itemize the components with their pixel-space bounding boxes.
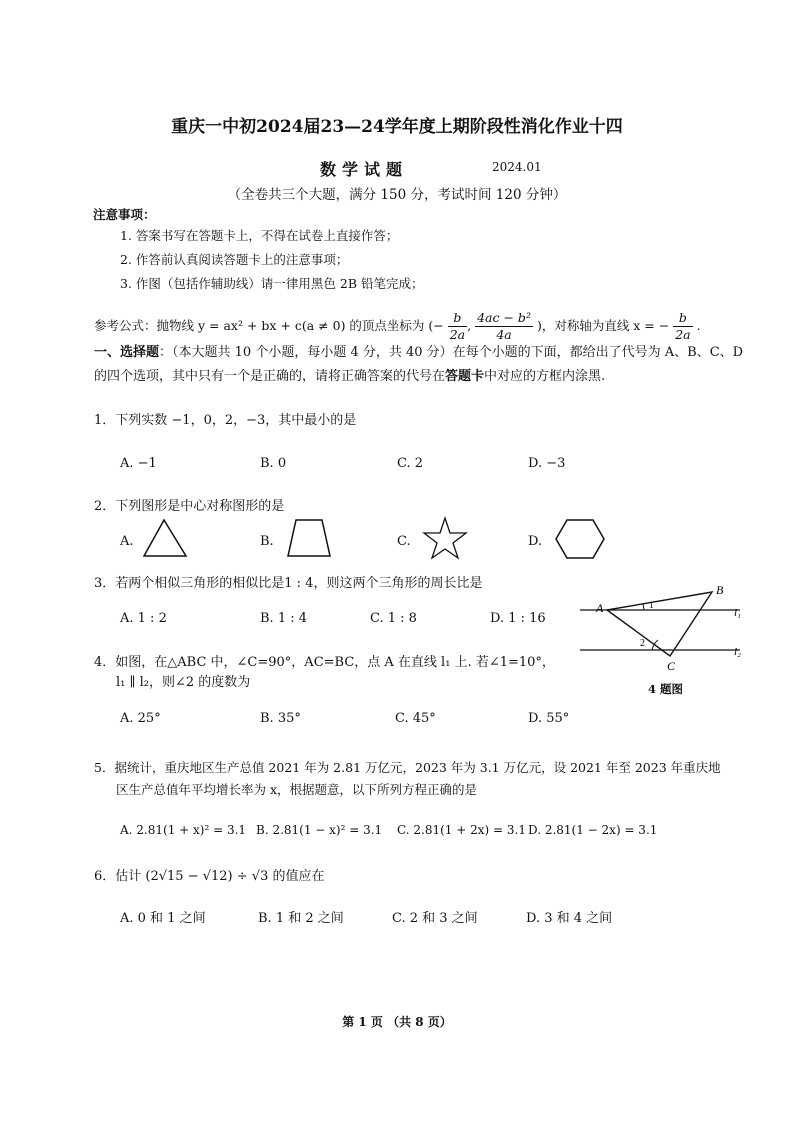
exam-date: 2024.01	[492, 160, 542, 174]
question-4-figure	[572, 582, 752, 692]
question-1-option-c: C. 2	[397, 456, 424, 471]
question-2-option-c: C.	[397, 534, 411, 549]
question-6-stem: 6．估计 (2√15 − √12) ÷ √3 的值应在	[94, 869, 325, 884]
question-5-option-c: C. 2.81(1 + 2x) = 3.1	[397, 823, 526, 837]
question-1-option-b: B. 0	[260, 456, 287, 471]
answer-card-word: 答题卡	[445, 369, 485, 384]
question-6-option-d: D. 3 和 4 之间	[526, 911, 613, 926]
figure-label-a: A	[596, 601, 604, 615]
formula-suffix: .	[696, 318, 701, 333]
question-2-option-b: B.	[260, 534, 274, 549]
question-5-option-a: A. 2.81(1 + x)² = 3.1	[120, 823, 247, 837]
question-5-option-b: B. 2.81(1 − x)² = 3.1	[256, 823, 383, 837]
notice-item-1: 1. 答案书写在答题卡上，不得在试卷上直接作答；	[120, 228, 399, 243]
fraction-b-over-2a	[448, 310, 467, 343]
figure-caption: 4 题图	[648, 682, 684, 696]
fraction-axis	[673, 310, 692, 343]
question-5-option-d: D. 2.81(1 − 2x) = 3.1	[528, 823, 658, 837]
figure-line-l2: l₂	[734, 646, 741, 658]
notice-item-3: 3. 作图（包括作辅助线）请一律用黑色 2B 铅笔完成；	[120, 276, 424, 291]
question-5-stem: 5．据统计，重庆地区生产总值 2021 年为 2.81 万亿元，2023 年为 3.1 万亿元，设 2021 年至 2023 年重庆地	[94, 760, 721, 775]
question-4-option-b: B. 35°	[260, 711, 301, 726]
question-1-option-a: A. −1	[120, 456, 157, 471]
question-4-option-c: C. 45°	[395, 711, 436, 726]
hexagon-shape	[554, 518, 606, 562]
question-3-option-c: C. 1 : 8	[370, 611, 417, 626]
fraction-vertex-y	[475, 310, 533, 343]
question-3-option-b: B. 1 : 4	[260, 611, 308, 626]
triangle-shape	[142, 518, 188, 558]
section-text-2: 中对应的方框内涂黑.	[484, 369, 606, 384]
exam-title: 重庆一中初2024届23—24学年度上期阶段性消化作业十四	[171, 117, 623, 137]
frac-num: 4ac − b²	[477, 310, 531, 325]
frac-den: 2a	[675, 327, 691, 342]
notice-item-2: 2. 作答前认真阅读答题卡上的注意事项；	[120, 252, 349, 267]
trapezoid-shape	[286, 518, 332, 558]
question-2-option-d: D.	[528, 534, 543, 549]
question-1-option-d: D. −3	[528, 456, 566, 471]
frac-den: 4a	[496, 327, 512, 342]
exam-info: （全卷共三个大题，满分 150 分，考试时间 120 分钟）	[227, 187, 567, 203]
question-4-stem: 4．如图，在△ABC 中，∠C=90°，AC=BC，点 A 在直线 l₁ 上. 若∠1=10°，	[94, 655, 555, 670]
page-number: 第 1 页 （共 8 页）	[342, 1015, 452, 1029]
figure-label-c: C	[667, 659, 676, 673]
frac-num: b	[673, 310, 692, 327]
question-6-option-b: B. 1 和 2 之间	[258, 911, 344, 926]
question-6-option-a: A. 0 和 1 之间	[120, 911, 206, 926]
frac-den: 2a	[449, 327, 466, 342]
figure-label-b: B	[716, 583, 724, 597]
formula-comma: ,	[467, 318, 472, 333]
section-label: 一、选择题	[94, 345, 160, 360]
figure-angle-1: 1	[649, 600, 654, 610]
question-1-stem: 1．下列实数 −1，0，2，−3，其中最小的是	[94, 413, 357, 428]
figure-line-l1: l₁	[734, 607, 741, 619]
question-5-stem-line-2: 区生产总值年平均增长率为 x，根据题意，以下所列方程正确的是	[116, 782, 478, 797]
question-3-option-d: D. 1 : 16	[490, 611, 546, 626]
question-4-stem-line-2: l₁ ∥ l₂，则∠2 的度数为	[116, 675, 251, 690]
question-6-option-c: C. 2 和 3 之间	[392, 911, 478, 926]
formula-middle: )，对称轴为直线 x = −	[536, 318, 670, 333]
subject-title: 数学试题	[320, 160, 409, 179]
reference-formula	[94, 310, 701, 343]
question-4-option-d: D. 55°	[528, 711, 570, 726]
figure-angle-2: 2	[640, 638, 645, 649]
section-instructions	[94, 341, 744, 389]
formula-prefix: 参考公式：抛物线 y = ax² + bx + c(a ≠ 0) 的顶点坐标为 (−	[94, 318, 444, 333]
question-4-option-a: A. 25°	[120, 711, 161, 726]
question-2-stem: 2．下列图形是中心对称图形的是	[94, 499, 285, 514]
question-3-option-a: A. 1 : 2	[120, 611, 167, 626]
question-2-option-a: A.	[120, 534, 134, 549]
notice-heading: 注意事项：	[93, 207, 156, 222]
question-3-stem: 3．若两个相似三角形的相似比是1 : 4，则这两个三角形的周长比是	[94, 576, 483, 591]
section-text-1: ：（本大题共 10 个小题，每小题 4 分，共 40 分）在每个小题的下面，都给出了代号为 A、B、C、D 的四个选项，其中只有一个是正确的，请将正确答案的代号在	[94, 345, 744, 384]
frac-num: b	[448, 310, 467, 327]
star-shape	[422, 516, 468, 560]
